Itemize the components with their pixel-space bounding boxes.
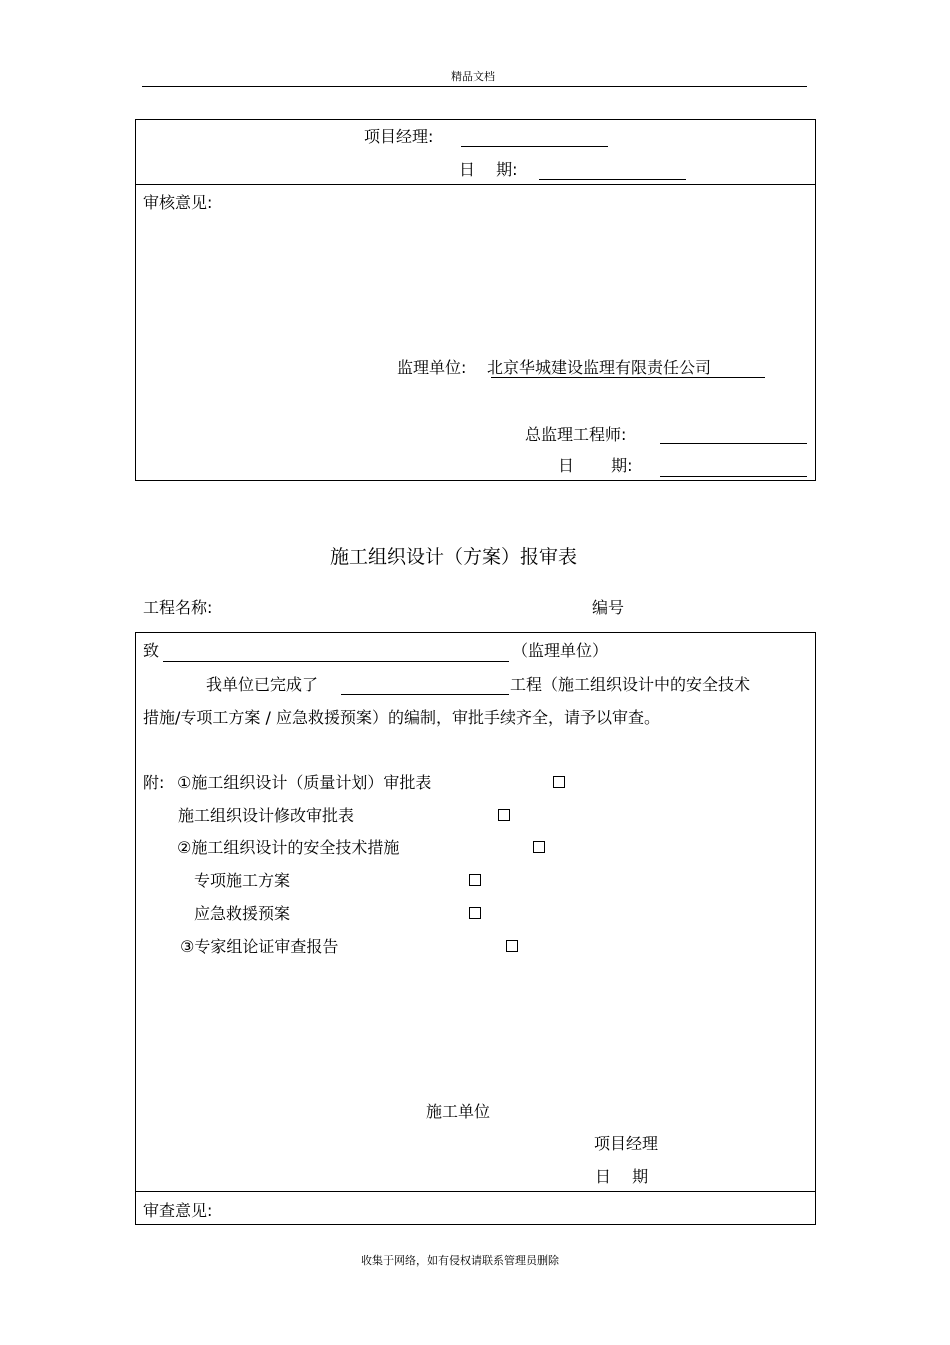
audit-opinion-label: 审查意见: — [143, 1201, 213, 1220]
project-name-label: 工程名称: — [143, 598, 213, 617]
form-title: 施工组织设计（方案）报审表 — [330, 546, 578, 568]
attachment-item: ①施工组织设计（质量计划）审批表 — [177, 773, 432, 792]
attachment-checkbox[interactable] — [533, 841, 545, 853]
header-rule — [142, 86, 807, 87]
top-form-divider — [135, 184, 816, 185]
supervisor-unit-value: 北京华城建设监理有限责任公司 — [487, 358, 712, 377]
page-footer-text: 收集于网络，如有侵权请联系管理员删除 — [361, 1254, 559, 1267]
supervisor-unit-underline — [491, 377, 765, 378]
to-suffix: （监理单位） — [512, 641, 609, 660]
attachment-checkbox[interactable] — [553, 776, 565, 788]
body-line2: 措施/专项工方案 / 应急救援预案）的编制，审批手续齐全，请予以审查。 — [143, 708, 660, 727]
top-date-label: 日 期: — [459, 160, 518, 179]
attachment-item: 应急救援预案 — [194, 904, 291, 923]
supervisor-unit-label: 监理单位: — [397, 358, 467, 377]
review-opinion-label: 审核意见: — [143, 193, 213, 212]
top-date-field[interactable] — [539, 179, 686, 180]
chief-date-label: 日 期: — [558, 456, 633, 475]
top-project-manager-label: 项目经理: — [364, 127, 434, 146]
construction-unit-label: 施工单位 — [426, 1102, 491, 1121]
attachment-checkbox[interactable] — [506, 940, 518, 952]
attachment-item: ②施工组织设计的安全技术措施 — [177, 838, 400, 857]
page-header-text: 精品文档 — [451, 70, 495, 83]
serial-number-label: 编号 — [592, 598, 625, 617]
attach-prefix: 附: — [143, 773, 165, 792]
chief-engineer-field[interactable] — [660, 443, 807, 444]
to-prefix: 致 — [143, 641, 160, 660]
body-line1-prefix: 我单位已完成了 — [206, 675, 319, 694]
main-date-label: 日 期 — [595, 1167, 649, 1186]
attachment-item: 专项施工方案 — [194, 871, 291, 890]
to-supervisor-field[interactable] — [163, 661, 509, 662]
body-line1-suffix: 工程（施工组织设计中的安全技术 — [510, 675, 751, 694]
attachment-checkbox[interactable] — [469, 907, 481, 919]
attachment-item: ③专家组论证审查报告 — [180, 937, 339, 956]
main-form-divider — [135, 1191, 816, 1192]
chief-date-field[interactable] — [660, 476, 807, 477]
attachment-checkbox[interactable] — [469, 874, 481, 886]
main-project-manager-label: 项目经理 — [594, 1134, 659, 1153]
chief-engineer-label: 总监理工程师: — [525, 425, 627, 444]
project-work-field[interactable] — [341, 694, 509, 695]
attachment-checkbox[interactable] — [498, 809, 510, 821]
top-project-manager-field[interactable] — [461, 146, 608, 147]
attachment-item: 施工组织设计修改审批表 — [178, 806, 355, 825]
